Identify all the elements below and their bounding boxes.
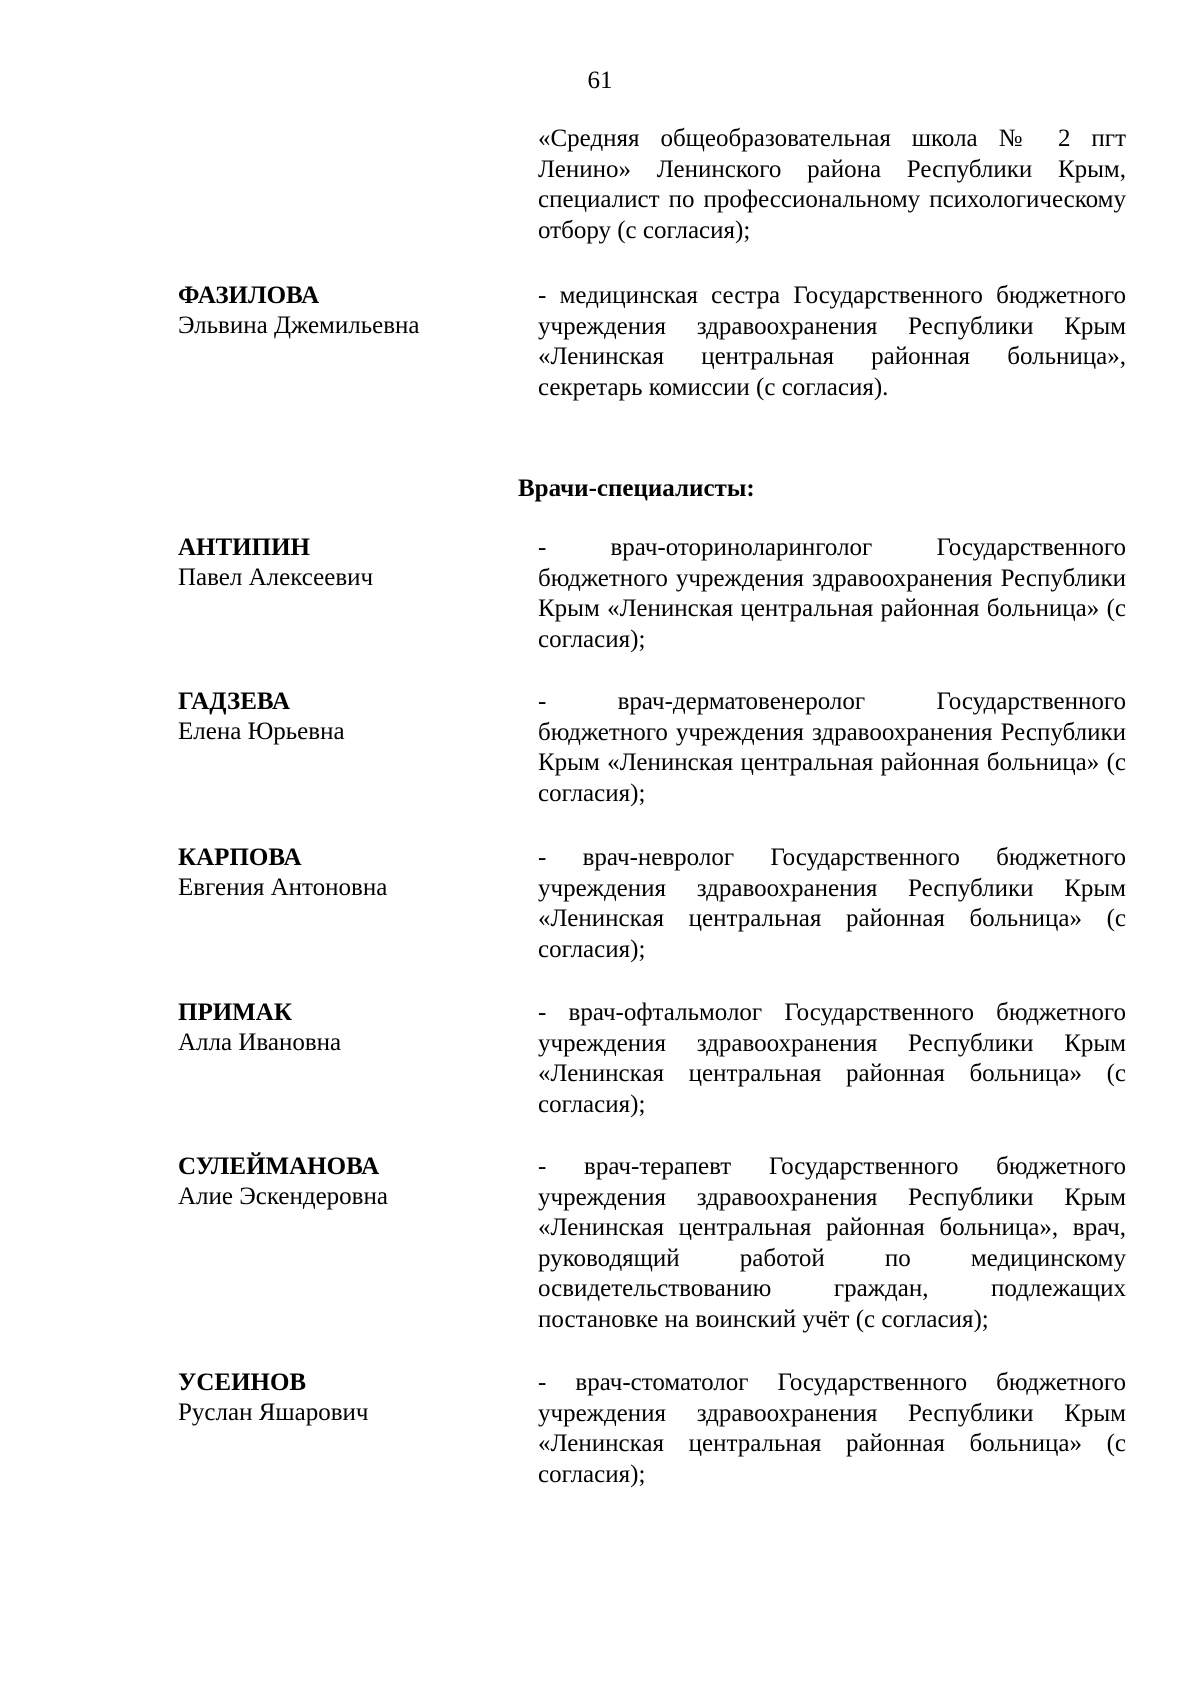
member-role-primak [538,998,1126,1120]
member-given-names: Эльвина Джемильевна [178,312,420,339]
member-given-names: Елена Юрьевна [178,718,345,745]
member-surname: СУЛЕЙМАНОВА [178,1153,380,1180]
member-surname: УСЕИНОВ [178,1369,307,1396]
member-name-useinov [178,1368,508,1428]
member-given-names: Алла Ивановна [178,1029,342,1056]
member-name-gadzeva [178,687,508,747]
member-given-names: Алие Эскендеровна [178,1183,388,1210]
member-given-names: Руслан Яшарович [178,1399,369,1426]
member-given-names: Евгения Антоновна [178,874,388,901]
member-name-primak [178,998,508,1058]
member-role-antipin [538,533,1126,655]
member-role: - врач-офтальмолог Государственного бюджетного учреждения здравоохранения Республики Крым «Ленинская центральная районная больница» (с согласия); [538,999,1126,1118]
member-name-antipin [178,533,508,593]
member-role: - врач-невролог Государственного бюджетного учреждения здравоохранения Республики Крым «Ленинская центральная районная больница» (с согласия); [538,844,1126,963]
member-role: - врач-стоматолог Государственного бюджетного учреждения здравоохранения Республики Крым «Ленинская центральная районная больница» (с согласия); [538,1369,1126,1488]
member-name-fazilova [178,281,508,341]
member-name-suleimanova [178,1152,508,1212]
member-surname: ФАЗИЛОВА [178,282,320,309]
member-role-useinov [538,1368,1126,1490]
member-role: - врач-оториноларинголог Государственного бюджетного учреждения здравоохранения Республики Крым «Ленинская центральная районная больница» (с согласия); [538,534,1126,653]
member-given-names: Павел Алексеевич [178,564,374,591]
section-heading: Врачи-специалисты: [518,475,755,502]
member-surname: АНТИПИН [178,534,310,561]
member-role-karpova [538,843,1126,965]
page-number: 61 [587,67,613,94]
intro-text [538,124,1126,246]
intro-paragraph: «Средняя общеобразовательная школа № 2 пгт Ленино» Ленинского района Республики Крым, специалист по профессиональному психологическому отбору (с согласия); [538,125,1126,244]
member-surname: ПРИМАК [178,999,292,1026]
member-role-suleimanova [538,1152,1126,1335]
member-surname: ГАДЗЕВА [178,688,291,715]
member-role-gadzeva [538,687,1126,809]
member-surname: КАРПОВА [178,844,302,871]
member-name-karpova [178,843,508,903]
member-role-fazilova [538,281,1126,403]
member-role: - медицинская сестра Государственного бюджетного учреждения здравоохранения Республики Крым «Ленинская центральная районная больница», секретарь комиссии (с согласия). [538,282,1126,401]
member-role: - врач-терапевт Государственного бюджетного учреждения здравоохранения Республики Крым «Ленинская центральная районная больница», врач, руководящий работой по медицинскому освидетельствованию граждан, подлежащих постановке на воинский учёт (с согласия); [538,1153,1126,1333]
member-role: - врач-дерматовенеролог Государственного бюджетного учреждения здравоохранения Республики Крым «Ленинская центральная районная больница» (с согласия); [538,688,1126,807]
